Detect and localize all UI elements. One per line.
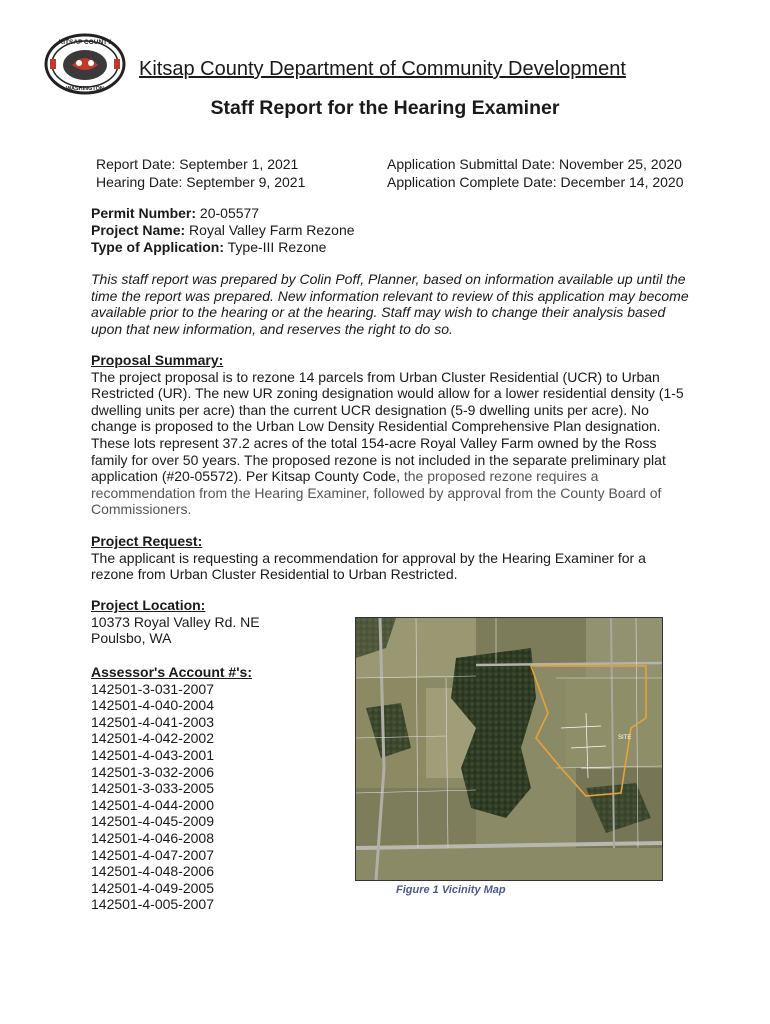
county-seal-logo: [44, 33, 126, 95]
account-number: 142501-4-005-2007: [91, 896, 214, 913]
permit-number: Permit Number: 20-05577: [91, 205, 260, 221]
account-number: 142501-3-032-2006: [91, 763, 214, 780]
project-location-section: [91, 597, 341, 647]
staff-disclaimer: This staff report was prepared by Colin Poff, Planner, based on information available up until the time the report was prepared. New information relevant to review of this application may become available prior to the hearing or at the hearing. Staff may wish to change their analysis based upon that new information, and reserves the right to do so.: [91, 271, 689, 337]
hearing-date: Hearing Date: September 9, 2021: [96, 174, 306, 190]
location-address-line2: Poulsbo, WA: [91, 630, 172, 647]
account-number: 142501-3-031-2007: [91, 680, 214, 697]
proposal-summary-body: The project proposal is to rezone 14 parcels from Urban Cluster Residential (UCR) to Urban Restricted (UR). The new UR zoning designation would allow for a lower residential density (1-5 dwelling units per acre) than the current UCR designation (5-9 dwelling units per acre). No change is proposed to the Urban Low Density Residential Comprehensive Plan designation. These lots represent 37.2 acres of the total 154-acre Royal Valley Farm owned by the Ross family for over 50 years. The proposed rezone is not included in the separate preliminary plat application (#20-05572). Per Kitsap County Code, the proposed rezone requires a recommendation from the Hearing Examiner, followed by approval from the County Board of Commissioners.: [91, 368, 684, 518]
account-number: 142501-4-042-2002: [91, 730, 214, 747]
submittal-date: Application Submittal Date: November 25, 2020: [387, 156, 682, 172]
svg-text:WASHINGTON: WASHINGTON: [66, 86, 104, 92]
project-location-heading: Project Location:: [91, 597, 206, 613]
project-request-body: The applicant is requesting a recommendation for approval by the Hearing Examiner for a rezone from Urban Cluster Residential to Urban Restricted.: [91, 549, 646, 583]
vicinity-map: [355, 617, 663, 881]
complete-date: Application Complete Date: December 14, 2020: [387, 174, 684, 190]
account-number: 142501-4-046-2008: [91, 829, 214, 846]
application-type: Type of Application: Type-III Rezone: [91, 239, 327, 255]
account-number: 142501-4-043-2001: [91, 746, 214, 763]
map-site-label: SITE: [618, 735, 632, 741]
account-number: 142501-4-044-2000: [91, 796, 214, 813]
project-request-section: [91, 533, 691, 583]
report-title: Staff Report for the Hearing Examiner: [210, 97, 560, 119]
account-number: 142501-4-045-2009: [91, 813, 214, 830]
account-number: 142501-3-033-2005: [91, 780, 214, 797]
account-number: 142501-4-049-2005: [91, 879, 214, 896]
proposal-summary-section: [91, 352, 691, 518]
project-request-heading: Project Request:: [91, 533, 203, 549]
application-dates: [387, 155, 684, 191]
assessor-accounts-section: [91, 664, 341, 913]
account-number: 142501-4-040-2004: [91, 697, 214, 714]
figure-caption: Figure 1 Vicinity Map: [396, 884, 506, 896]
aerial-photo: [356, 618, 662, 880]
assessor-accounts-heading: Assessor's Account #'s:: [91, 664, 252, 680]
location-address-line1: 10373 Royal Valley Rd. NE: [91, 613, 260, 630]
department-title: Kitsap County Department of Community Development: [139, 58, 626, 80]
account-number: 142501-4-048-2006: [91, 863, 214, 880]
proposal-summary-heading: Proposal Summary:: [91, 352, 224, 368]
report-dates: [96, 155, 305, 191]
account-number: 142501-4-041-2003: [91, 713, 214, 730]
account-number: 142501-4-047-2007: [91, 846, 214, 863]
project-name: Project Name: Royal Valley Farm Rezone: [91, 222, 355, 238]
permit-info: [91, 205, 355, 256]
report-date: Report Date: September 1, 2021: [96, 156, 299, 172]
svg-text:KITSAP COUNTY: KITSAP COUNTY: [58, 39, 112, 46]
